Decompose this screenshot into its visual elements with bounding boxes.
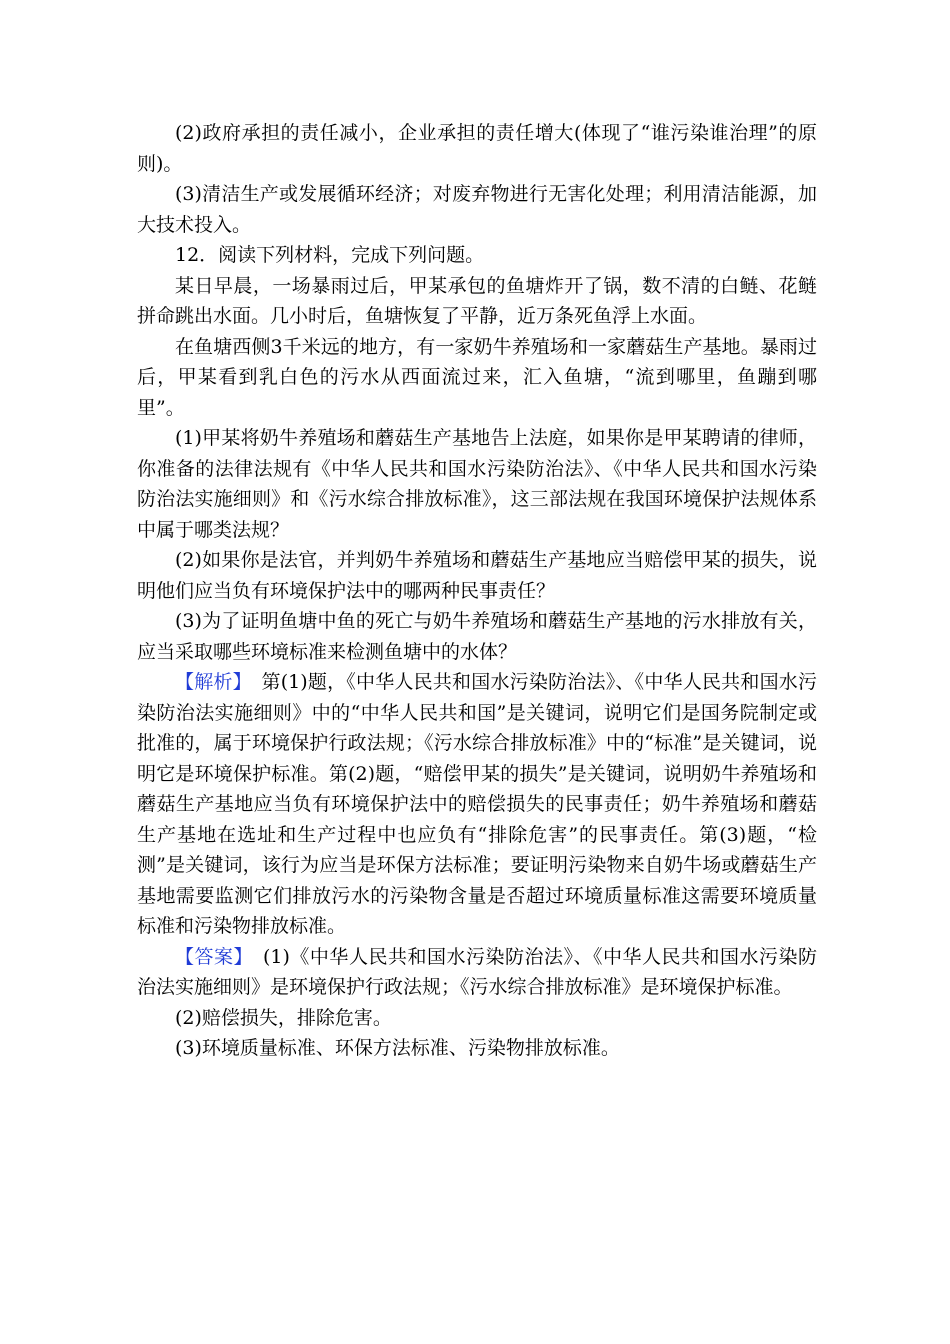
analysis-paragraph	[137, 667, 817, 942]
sub-question-1: (1)甲某将奶牛养殖场和蘑菇生产基地告上法庭，如果你是甲某聘请的律师，你准备的法律法规有《中华人民共和国水污染防治法》、《中华人民共和国水污染防治法实施细则》和《污水综合排放标准》，这三部法规在我国环境保护法规体系中属于哪类法规？	[137, 427, 817, 541]
answer-label: 【答案】	[175, 945, 244, 968]
document-body	[137, 118, 817, 1064]
paragraph-1: (2)政府承担的责任减小，企业承担的责任增大(体现了“谁污染谁治理”的原则)。	[137, 122, 817, 175]
answer-paragraph	[137, 942, 817, 1003]
answer-item-3: (3)环境质量标准、环保方法标准、污染物排放标准。	[175, 1037, 620, 1059]
material-paragraph-1: 某日早晨，一场暴雨过后，甲某承包的鱼塘炸开了锅，数不清的白鲢、花鲢拼命跳出水面。几小时后，鱼塘恢复了平静，近万条死鱼浮上水面。	[137, 274, 817, 327]
sub-question-3: (3)为了证明鱼塘中鱼的死亡与奶牛养殖场和蘑菇生产基地的污水排放有关，应当采取哪些环境标准来检测鱼塘中的水体？	[137, 610, 817, 663]
question-heading: 12．阅读下列材料，完成下列问题。	[175, 244, 485, 266]
analysis-text: 第(1)题，《中华人民共和国水污染防治法》、《中华人民共和国水污染防治法实施细则》中的“中华人民共和国”是关键词，说明它们是国务院制定或批准的，属于环境保护行政法规；《污水综合排放标准》中的“标准”是关键词，说明它是环境保护标准。第(2)题，“赔偿甲某的损失”是关键词，说明奶牛养殖场和蘑菇生产基地应当负有环境保护法中的赔偿损失的民事责任；奶牛养殖场和蘑菇生产基地在选址和生产过程中也应负有“排除危害”的民事责任。第(3)题，“检测”是关键词，该行为应当是环保方法标准；要证明污染物来自奶牛场或蘑菇生产基地需要监测它们排放污水的污染物含量是否超过环境质量标准这需要环境质量标准和污染物排放标准。	[137, 671, 817, 937]
sub-question-2: (2)如果你是法官，并判奶牛养殖场和蘑菇生产基地应当赔偿甲某的损失，说明他们应当负有环境保护法中的哪两种民事责任？	[137, 549, 817, 602]
material-paragraph-2: 在鱼塘西侧3千米远的地方，有一家奶牛养殖场和一家蘑菇生产基地。暴雨过后，甲某看到乳白色的污水从西面流过来，汇入鱼塘，“流到哪里，鱼蹦到哪里”。	[137, 335, 817, 419]
paragraph-2: (3)清洁生产或发展循环经济；对废弃物进行无害化处理；利用清洁能源，加大技术投入。	[137, 183, 817, 236]
answer-item-2: (2)赔偿损失，排除危害。	[175, 1006, 392, 1029]
answer-text: (1)《中华人民共和国水污染防治法》、《中华人民共和国水污染防治法实施细则》是环境保护行政法规；《污水综合排放标准》是环境保护标准。	[137, 945, 817, 998]
analysis-label: 【解析】	[175, 671, 243, 693]
